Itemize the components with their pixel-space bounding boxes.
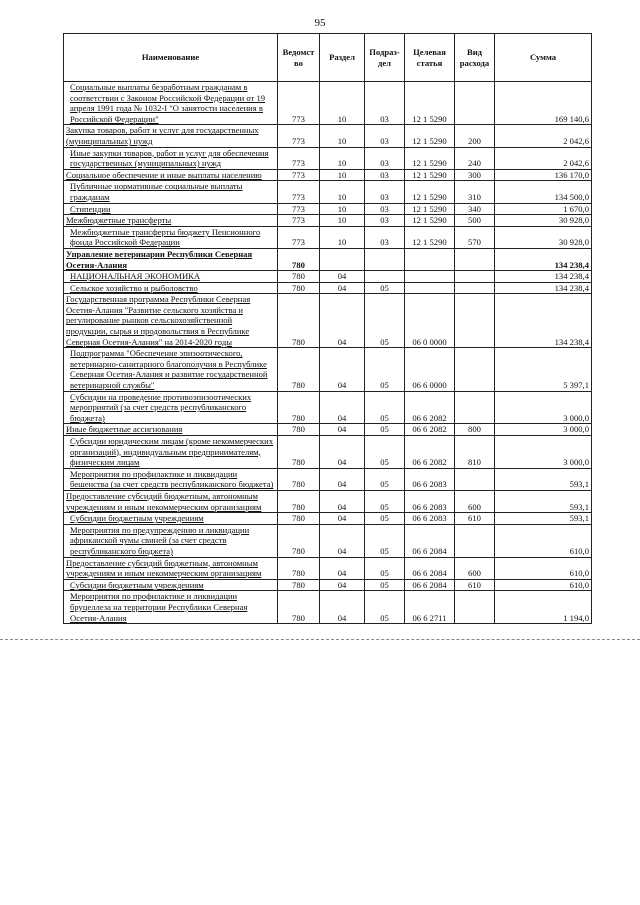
cell-name: Иные бюджетные ассигнования xyxy=(64,424,278,436)
cell-sub: 03 xyxy=(365,215,405,227)
cell-sub: 05 xyxy=(365,424,405,436)
cell-section: 10 xyxy=(320,215,365,227)
cell-type: 240 xyxy=(455,147,495,169)
cell-dept: 780 xyxy=(278,271,320,283)
table-row xyxy=(64,524,592,557)
cell-name: Мероприятия по профилактике и ликвидации бруцеллеза на территории Республики Северная Осетия-Алания xyxy=(64,591,278,624)
cell-sum: 5 397,1 xyxy=(495,348,592,391)
cell-type: 610 xyxy=(455,579,495,591)
cell-sub: 03 xyxy=(365,181,405,203)
cell-sum: 134 238,4 xyxy=(495,282,592,294)
cell-dept: 780 xyxy=(278,424,320,436)
cell-sum: 134 238,4 xyxy=(495,294,592,348)
table-row xyxy=(64,282,592,294)
cell-target xyxy=(405,271,455,283)
cell-sum: 1 194,0 xyxy=(495,591,592,624)
cell-dept: 773 xyxy=(278,169,320,181)
cell-dept: 773 xyxy=(278,82,320,125)
cell-target: 12 1 5290 xyxy=(405,147,455,169)
cell-sub: 03 xyxy=(365,147,405,169)
header-section: Раздел xyxy=(320,34,365,82)
cell-section: 04 xyxy=(320,490,365,512)
cell-sub: 05 xyxy=(365,557,405,579)
cell-dept: 780 xyxy=(278,348,320,391)
cell-sum: 30 928,0 xyxy=(495,226,592,248)
cell-type xyxy=(455,271,495,283)
cell-type xyxy=(455,348,495,391)
table-row xyxy=(64,591,592,624)
cell-sub: 05 xyxy=(365,591,405,624)
cell-target: 06 6 2082 xyxy=(405,436,455,469)
cell-target: 12 1 5290 xyxy=(405,181,455,203)
cell-target: 06 6 0000 xyxy=(405,348,455,391)
cell-name: Управление ветеринарии Республики Северная Осетия-Алания xyxy=(64,248,278,270)
cell-sub: 05 xyxy=(365,348,405,391)
table-row xyxy=(64,294,592,348)
table-row xyxy=(64,125,592,147)
table-row xyxy=(64,424,592,436)
cell-type: 810 xyxy=(455,436,495,469)
cell-target: 06 6 2083 xyxy=(405,513,455,525)
cell-section: 04 xyxy=(320,579,365,591)
cell-type xyxy=(455,591,495,624)
table-row xyxy=(64,215,592,227)
dashed-cut-line xyxy=(0,639,640,640)
cell-sum: 3 000,0 xyxy=(495,436,592,469)
cell-name: Социальное обеспечение и иные выплаты населению xyxy=(64,169,278,181)
cell-section xyxy=(320,248,365,270)
cell-name: Субсидии юридическим лицам (кроме некоммерческих организаций), индивидуальным предпринимателям, физическим лицам xyxy=(64,436,278,469)
cell-sum: 610,0 xyxy=(495,557,592,579)
cell-sum: 593,1 xyxy=(495,468,592,490)
cell-dept: 773 xyxy=(278,125,320,147)
cell-section: 04 xyxy=(320,271,365,283)
cell-sum: 3 000,0 xyxy=(495,424,592,436)
cell-dept: 780 xyxy=(278,490,320,512)
cell-type xyxy=(455,468,495,490)
cell-target: 12 1 5290 xyxy=(405,215,455,227)
header-target: Целевая статья xyxy=(405,34,455,82)
cell-sub: 05 xyxy=(365,294,405,348)
cell-type xyxy=(455,391,495,424)
table-row xyxy=(64,436,592,469)
cell-dept: 780 xyxy=(278,391,320,424)
cell-target: 06 6 2082 xyxy=(405,424,455,436)
cell-type: 610 xyxy=(455,513,495,525)
cell-section: 04 xyxy=(320,282,365,294)
cell-section: 10 xyxy=(320,181,365,203)
cell-section: 10 xyxy=(320,226,365,248)
cell-sub: 03 xyxy=(365,125,405,147)
cell-name: Стипендии xyxy=(64,203,278,215)
cell-type xyxy=(455,282,495,294)
cell-section: 10 xyxy=(320,82,365,125)
cell-section: 04 xyxy=(320,424,365,436)
cell-type: 310 xyxy=(455,181,495,203)
cell-sum: 2 042,6 xyxy=(495,147,592,169)
cell-dept: 780 xyxy=(278,579,320,591)
table-row xyxy=(64,557,592,579)
cell-section: 10 xyxy=(320,147,365,169)
cell-dept: 773 xyxy=(278,181,320,203)
cell-dept: 780 xyxy=(278,294,320,348)
cell-sum: 593,1 xyxy=(495,490,592,512)
cell-dept: 780 xyxy=(278,282,320,294)
cell-name: Предоставление субсидий бюджетным, автономным учреждениям и иным некоммерческим организациям xyxy=(64,557,278,579)
cell-sum: 136 170,0 xyxy=(495,169,592,181)
cell-target: 06 6 2082 xyxy=(405,391,455,424)
cell-name: Иные закупки товаров, работ и услуг для обеспечения государственных (муниципальных) нужд xyxy=(64,147,278,169)
cell-name: Межбюджетные трансферты бюджету Пенсионного фонда Российской Федерации xyxy=(64,226,278,248)
cell-section: 04 xyxy=(320,436,365,469)
cell-name: Закупка товаров, работ и услуг для государственных (муниципальных) нужд xyxy=(64,125,278,147)
cell-name: Субсидии бюджетным учреждениям xyxy=(64,579,278,591)
cell-target: 12 1 5290 xyxy=(405,203,455,215)
cell-dept: 780 xyxy=(278,468,320,490)
table-row xyxy=(64,147,592,169)
cell-sub: 05 xyxy=(365,513,405,525)
cell-section: 04 xyxy=(320,294,365,348)
cell-sub: 05 xyxy=(365,490,405,512)
cell-sub: 03 xyxy=(365,82,405,125)
cell-name: Сельское хозяйство и рыболовство xyxy=(64,282,278,294)
cell-dept: 773 xyxy=(278,215,320,227)
table-row xyxy=(64,348,592,391)
cell-sum: 134 238,4 xyxy=(495,248,592,270)
cell-sum: 2 042,6 xyxy=(495,125,592,147)
cell-target: 12 1 5290 xyxy=(405,82,455,125)
table-body xyxy=(64,82,592,624)
table-row xyxy=(64,468,592,490)
cell-section: 04 xyxy=(320,513,365,525)
cell-name: НАЦИОНАЛЬНАЯ ЭКОНОМИКА xyxy=(64,271,278,283)
cell-dept: 773 xyxy=(278,226,320,248)
cell-name: Публичные нормативные социальные выплаты гражданам xyxy=(64,181,278,203)
cell-target: 06 6 2084 xyxy=(405,557,455,579)
cell-name: Субсидии бюджетным учреждениям xyxy=(64,513,278,525)
cell-section: 10 xyxy=(320,125,365,147)
cell-dept: 780 xyxy=(278,591,320,624)
cell-sub: 05 xyxy=(365,579,405,591)
cell-sum: 134 500,0 xyxy=(495,181,592,203)
cell-sub xyxy=(365,248,405,270)
cell-dept: 773 xyxy=(278,147,320,169)
cell-name: Мероприятия по профилактике и ликвидации бешенства (за счет средств республиканского бюджета) xyxy=(64,468,278,490)
page-number: 95 xyxy=(314,17,326,29)
cell-sub: 03 xyxy=(365,226,405,248)
table-row xyxy=(64,226,592,248)
cell-sub: 05 xyxy=(365,282,405,294)
cell-target xyxy=(405,282,455,294)
table-row xyxy=(64,579,592,591)
cell-section: 10 xyxy=(320,169,365,181)
cell-target: 06 6 2711 xyxy=(405,591,455,624)
cell-type: 800 xyxy=(455,424,495,436)
header-subsection: Подраз- дел xyxy=(365,34,405,82)
header-name: Наименование xyxy=(64,34,278,82)
cell-sum: 610,0 xyxy=(495,579,592,591)
cell-section: 04 xyxy=(320,391,365,424)
table-row xyxy=(64,248,592,270)
cell-name: Субсидии на проведение противоэпизоотических мероприятий (за счет средств республиканского бюджета) xyxy=(64,391,278,424)
cell-sub: 05 xyxy=(365,391,405,424)
cell-sum: 610,0 xyxy=(495,524,592,557)
cell-target: 12 1 5290 xyxy=(405,125,455,147)
cell-type: 500 xyxy=(455,215,495,227)
cell-target: 06 6 2083 xyxy=(405,468,455,490)
cell-dept: 773 xyxy=(278,203,320,215)
cell-section: 04 xyxy=(320,524,365,557)
cell-type: 200 xyxy=(455,125,495,147)
cell-dept: 780 xyxy=(278,513,320,525)
cell-name: Предоставление субсидий бюджетным, автономным учреждениям и иным некоммерческим организациям xyxy=(64,490,278,512)
cell-name: Социальные выплаты безработным гражданам в соответствии с Законом Российской Федерации от 19 апреля 1991 года № 1032-I "О занятости населения в Российской Федерации" xyxy=(64,82,278,125)
cell-dept: 780 xyxy=(278,557,320,579)
table-row xyxy=(64,391,592,424)
cell-type xyxy=(455,294,495,348)
cell-sub: 03 xyxy=(365,203,405,215)
cell-section: 04 xyxy=(320,348,365,391)
cell-target: 06 6 2084 xyxy=(405,579,455,591)
table-header-row xyxy=(64,34,592,82)
table-row xyxy=(64,490,592,512)
cell-target xyxy=(405,248,455,270)
cell-target: 12 1 5290 xyxy=(405,169,455,181)
cell-type xyxy=(455,524,495,557)
budget-table xyxy=(63,33,592,624)
table-row xyxy=(64,169,592,181)
cell-type xyxy=(455,82,495,125)
header-dept: Ведомст во xyxy=(278,34,320,82)
cell-dept: 780 xyxy=(278,248,320,270)
cell-sum: 30 928,0 xyxy=(495,215,592,227)
cell-section: 04 xyxy=(320,591,365,624)
cell-target: 06 6 2083 xyxy=(405,490,455,512)
header-sum: Сумма xyxy=(495,34,592,82)
cell-name: Мероприятия по предупреждению и ликвидации африканской чумы свиней (за счет средств республиканского бюджета) xyxy=(64,524,278,557)
cell-type: 570 xyxy=(455,226,495,248)
cell-target: 06 0 0000 xyxy=(405,294,455,348)
cell-sub: 05 xyxy=(365,436,405,469)
cell-name: Подпрограмма "Обеспечение эпизоотического, ветеринарно-санитарного благополучия в Республике Северная Осетия-Алания и развитие государственной ветеринарной службы" xyxy=(64,348,278,391)
cell-dept: 780 xyxy=(278,524,320,557)
cell-target: 06 6 2084 xyxy=(405,524,455,557)
cell-name: Межбюджетные трансферты xyxy=(64,215,278,227)
cell-sum: 593,1 xyxy=(495,513,592,525)
cell-dept: 780 xyxy=(278,436,320,469)
cell-sub: 05 xyxy=(365,468,405,490)
cell-sum: 3 000,0 xyxy=(495,391,592,424)
cell-sub: 05 xyxy=(365,524,405,557)
table-row xyxy=(64,513,592,525)
cell-type: 340 xyxy=(455,203,495,215)
cell-section: 04 xyxy=(320,468,365,490)
cell-sub xyxy=(365,271,405,283)
cell-section: 10 xyxy=(320,203,365,215)
cell-type: 600 xyxy=(455,490,495,512)
table-row xyxy=(64,203,592,215)
cell-section: 04 xyxy=(320,557,365,579)
cell-name: Государственная программа Республики Северная Осетия-Алания "Развитие сельского хозяйства и регулирование рынков сельскохозяйственной продукции, сырья и продовольствия в Республике Северная Осетия-Алания" на 2014-2020 годы xyxy=(64,294,278,348)
table-row xyxy=(64,271,592,283)
table-row xyxy=(64,181,592,203)
table-row xyxy=(64,82,592,125)
cell-sub: 03 xyxy=(365,169,405,181)
cell-sum: 1 670,0 xyxy=(495,203,592,215)
cell-sum: 134 238,4 xyxy=(495,271,592,283)
cell-type: 300 xyxy=(455,169,495,181)
cell-type xyxy=(455,248,495,270)
cell-type: 600 xyxy=(455,557,495,579)
cell-sum: 169 140,6 xyxy=(495,82,592,125)
header-type: Вид расхода xyxy=(455,34,495,82)
cell-target: 12 1 5290 xyxy=(405,226,455,248)
